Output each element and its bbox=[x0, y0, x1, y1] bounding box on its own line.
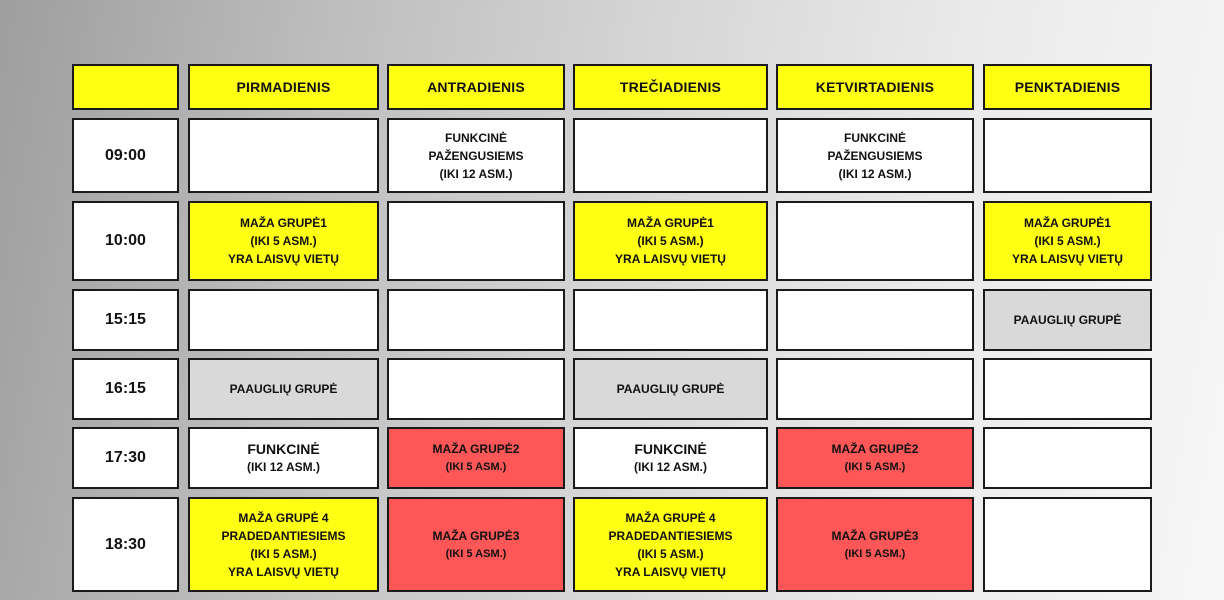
slot-text-line: (IKI 5 ASM.) bbox=[637, 546, 704, 561]
empty-slot bbox=[573, 289, 768, 351]
slot-text-line: (IKI 12 ASM.) bbox=[838, 166, 912, 181]
schedule-slot bbox=[776, 118, 974, 193]
schedule-slot bbox=[573, 427, 768, 489]
empty-slot bbox=[776, 289, 974, 351]
schedule-slot bbox=[387, 497, 565, 592]
empty-slot bbox=[983, 427, 1152, 489]
slot-text-line: FUNKCINĖ bbox=[634, 441, 707, 457]
schedule-slot bbox=[573, 201, 768, 281]
time-cell bbox=[72, 118, 179, 193]
slot-text-line: (IKI 5 ASM.) bbox=[844, 461, 906, 473]
slot-text-line: PRADEDANTIESIEMS bbox=[221, 528, 346, 543]
slot-text-line: (IKI 5 ASM.) bbox=[250, 234, 317, 248]
slot-text-line: FUNKCINĖ bbox=[445, 130, 507, 145]
day-header-monday bbox=[188, 64, 379, 110]
schedule-slot bbox=[983, 289, 1152, 351]
time-label: 09:00 bbox=[105, 146, 146, 164]
empty-slot bbox=[776, 358, 974, 420]
slot-text-line: YRA LAISVŲ VIETŲ bbox=[1012, 252, 1123, 266]
empty-slot bbox=[573, 118, 768, 193]
slot-text-line: (IKI 12 ASM.) bbox=[247, 460, 320, 474]
slot-text-line: (IKI 5 ASM.) bbox=[637, 234, 704, 248]
schedule-slot bbox=[983, 201, 1152, 281]
day-header-label: TREČIADIENIS bbox=[619, 79, 722, 95]
time-label: 10:00 bbox=[105, 232, 146, 249]
slot-text-line: FUNKCINĖ bbox=[844, 130, 906, 145]
schedule-slot bbox=[387, 427, 565, 489]
empty-slot bbox=[983, 497, 1152, 592]
schedule-slot bbox=[573, 358, 768, 420]
slot-text-line: PRADEDANTIESIEMS bbox=[608, 528, 733, 543]
empty-slot bbox=[188, 118, 379, 193]
slot-text-line: (IKI 12 ASM.) bbox=[634, 460, 707, 474]
slot-text-line: MAŽA GRUPĖ3 bbox=[831, 528, 919, 543]
slot-text-line: (IKI 5 ASM.) bbox=[445, 547, 507, 560]
slot-text-line: FUNKCINĖ bbox=[247, 441, 320, 457]
time-label: 17:30 bbox=[105, 449, 146, 466]
day-header-friday bbox=[983, 64, 1152, 110]
time-label: 16:15 bbox=[105, 380, 146, 397]
day-header-wednesday bbox=[573, 64, 768, 110]
slot-text-line: PAAUGLIŲ GRUPĖ bbox=[229, 382, 338, 396]
slot-text-line: PAAUGLIŲ GRUPĖ bbox=[616, 382, 725, 396]
time-cell bbox=[72, 427, 179, 489]
slot-text-line: MAŽA GRUPĖ 4 bbox=[625, 510, 716, 525]
day-header-label: KETVIRTADIENIS bbox=[815, 79, 935, 95]
schedule-slot bbox=[188, 201, 379, 281]
slot-text-line: (IKI 5 ASM.) bbox=[445, 461, 507, 473]
day-header-thursday bbox=[776, 64, 974, 110]
day-header-label: PIRMADIENIS bbox=[236, 79, 331, 95]
slot-text-line: MAŽA GRUPĖ 4 bbox=[238, 510, 329, 525]
schedule-slot bbox=[188, 358, 379, 420]
empty-slot bbox=[387, 201, 565, 281]
slot-text-line: MAŽA GRUPĖ1 bbox=[240, 216, 327, 230]
day-header-label: PENKTADIENIS bbox=[1014, 79, 1121, 95]
slot-text-line: YRA LAISVŲ VIETŲ bbox=[228, 564, 339, 579]
slot-text-line: PAŽENGUSIEMS bbox=[428, 148, 524, 163]
schedule-slot bbox=[188, 497, 379, 592]
slot-text-line: (IKI 5 ASM.) bbox=[1034, 234, 1101, 248]
empty-slot bbox=[387, 289, 565, 351]
slot-text-line: MAŽA GRUPĖ3 bbox=[432, 528, 520, 543]
slot-text-line: YRA LAISVŲ VIETŲ bbox=[615, 252, 726, 266]
slot-text-line: YRA LAISVŲ VIETŲ bbox=[228, 252, 339, 266]
time-cell bbox=[72, 289, 179, 351]
time-label: 18:30 bbox=[105, 535, 146, 553]
schedule-slot bbox=[387, 118, 565, 193]
slot-text-line: (IKI 5 ASM.) bbox=[250, 546, 317, 561]
slot-text-line: MAŽA GRUPĖ2 bbox=[432, 442, 520, 456]
empty-slot bbox=[983, 118, 1152, 193]
schedule-slot bbox=[573, 497, 768, 592]
time-label: 15:15 bbox=[105, 311, 146, 328]
schedule-slot bbox=[776, 427, 974, 489]
slot-text-line: MAŽA GRUPĖ1 bbox=[627, 216, 714, 230]
empty-slot bbox=[387, 358, 565, 420]
day-header-tuesday bbox=[387, 64, 565, 110]
slot-text-line: PAŽENGUSIEMS bbox=[827, 148, 923, 163]
slot-text-line: MAŽA GRUPĖ1 bbox=[1024, 216, 1111, 230]
schedule-slot bbox=[776, 497, 974, 592]
slot-text-line: MAŽA GRUPĖ2 bbox=[831, 442, 919, 456]
slot-text-line: (IKI 5 ASM.) bbox=[844, 547, 906, 560]
slot-text-line: (IKI 12 ASM.) bbox=[439, 166, 513, 181]
day-header-label: ANTRADIENIS bbox=[427, 79, 525, 95]
time-cell bbox=[72, 497, 179, 592]
header-corner-cell bbox=[72, 64, 179, 110]
schedule-slot bbox=[188, 427, 379, 489]
slot-text-line: YRA LAISVŲ VIETŲ bbox=[615, 564, 726, 579]
empty-slot bbox=[776, 201, 974, 281]
time-cell bbox=[72, 201, 179, 281]
empty-slot bbox=[188, 289, 379, 351]
empty-slot bbox=[983, 358, 1152, 420]
time-cell bbox=[72, 358, 179, 420]
slot-text-line: PAAUGLIŲ GRUPĖ bbox=[1013, 313, 1122, 327]
